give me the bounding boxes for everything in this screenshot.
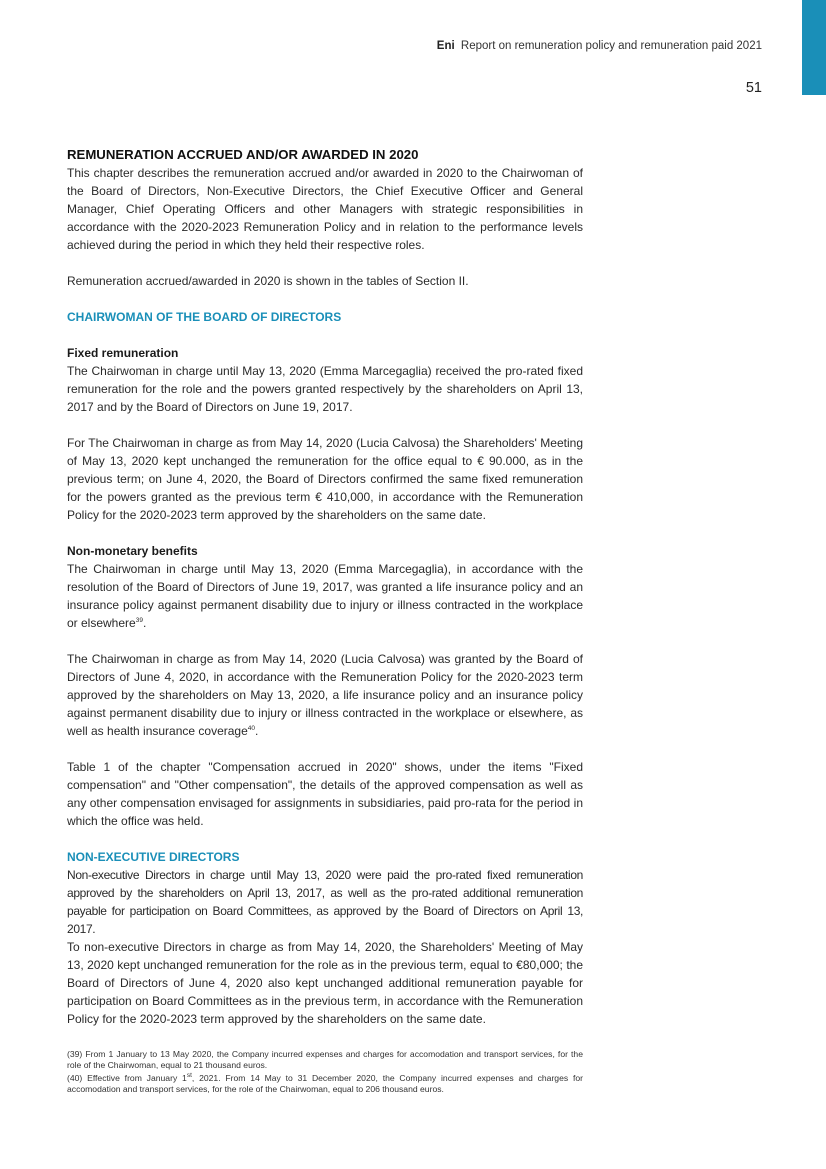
- footnote-ref-40: 40: [247, 725, 256, 732]
- footnote-40: (40) Effective from January 1st, 2021. From 14 May to 31 December 2020, the Company incurred expenses and charges for accomodation and transport services, for the role of the Chairwoman, equal to 206 thousand euros.: [67, 1072, 583, 1094]
- chairwoman-heading: CHAIRWOMAN OF THE BOARD OF DIRECTORS: [67, 310, 342, 324]
- section-title: REMUNERATION ACCRUED AND/OR AWARDED IN 2020: [67, 147, 419, 162]
- main-content: [67, 146, 583, 1028]
- section-tab-marker: [802, 0, 826, 95]
- non-monetary-benefits-heading: Non-monetary benefits: [67, 544, 198, 558]
- report-title: Report on remuneration policy and remuneration paid 2021: [460, 40, 762, 52]
- running-header: [437, 40, 762, 52]
- fixed-remuneration-heading: Fixed remuneration: [67, 346, 179, 360]
- footnote-39: (39) From 1 January to 13 May 2020, the Company incurred expenses and charges for accomodation and transport services, for the role of the Chairwoman, equal to 21 thousand euros.: [67, 1049, 583, 1070]
- benefits-paragraph-2: The Chairwoman in charge as from May 14, 2020 (Lucia Calvosa) was granted by the Board of Directors of June 4, 2020, in accordance with the Remuneration Policy for the 2020-2023 term approved by the shareholders on May 13, 2020, a life insurance policy and an insurance policy against permanent disability due to injury or illness contracted in the workplace or elsewhere, as well as health insurance coverage$^{40}$.: [67, 652, 583, 738]
- non-executive-paragraph-1: Non-executive Directors in charge until May 13, 2020 were paid the pro-rated fixed remuneration approved by the shareholders on April 13, 2017, as well as the pro-rated additional remuneration payable for participation on Board Committees, as approved by the Board of Directors on April 13, 2017.: [67, 868, 583, 936]
- footnote-ref-39: 39: [135, 617, 143, 624]
- intro-paragraph: This chapter describes the remuneration accrued and/or awarded in 2020 to the Chairwoman of the Board of Directors, Non-Executive Directors, the Chief Executive Officer and General Manager, Chief Operating Officers and other Managers with strategic responsibilities in accordance with the 2020-2023 Remuneration Policy and in relation to the performance levels achieved during the period in which they held their respective roles.: [67, 166, 583, 252]
- benefits-paragraph-3: Table 1 of the chapter "Compensation accrued in 2020" shows, under the items "Fixed compensation" and "Other compensation", the details of the approved compensation as well as any other compensation envisaged for assignments in subsidiaries, paid pro-rata for the period in which the office was held.: [67, 760, 583, 828]
- benefits-paragraph-1: The Chairwoman in charge until May 13, 2020 (Emma Marcegaglia), in accordance with the resolution of the Board of Directors of June 19, 2017, was granted a life insurance policy and an insurance policy against permanent disability due to injury or illness contracted in the workplace or elsewhere$^{39}$.: [67, 562, 583, 630]
- non-executive-heading: NON-EXECUTIVE DIRECTORS: [67, 850, 240, 864]
- brand-name: Eni: [436, 40, 455, 52]
- non-executive-paragraph-2: To non-executive Directors in charge as from May 14, 2020, the Shareholders' Meeting of May 13, 2020 kept unchanged remuneration for the role as in the previous term, equal to €80,000; the Board of Directors of June 4, 2020 also kept unchanged additional remuneration payable for participation on Board Committees as in the previous term, in accordance with the Remuneration Policy for the 2020-2023 term approved by the shareholders on the same date.: [67, 940, 583, 1026]
- fixed-remuneration-paragraph-1: The Chairwoman in charge until May 13, 2020 (Emma Marcegaglia) received the pro-rated fixed remuneration for the role and the powers granted respectively by the shareholders on April 13, 2017 and by the Board of Directors on June 19, 2017.: [67, 364, 583, 414]
- footnotes: [67, 1049, 583, 1097]
- page-number: 51: [745, 80, 762, 96]
- fixed-remuneration-paragraph-2: For The Chairwoman in charge as from May 14, 2020 (Lucia Calvosa) the Shareholders' Meeting of May 13, 2020 kept unchanged the remuneration for the office equal to € 90.000, as in the previous term; on June 4, 2020, the Board of Directors confirmed the same fixed remuneration for the powers granted as the previous term € 410,000, in accordance with the Remuneration Policy for the 2020-2023 term approved by the shareholders on the same date.: [67, 436, 583, 522]
- tables-note: Remuneration accrued/awarded in 2020 is shown in the tables of Section II.: [67, 274, 469, 288]
